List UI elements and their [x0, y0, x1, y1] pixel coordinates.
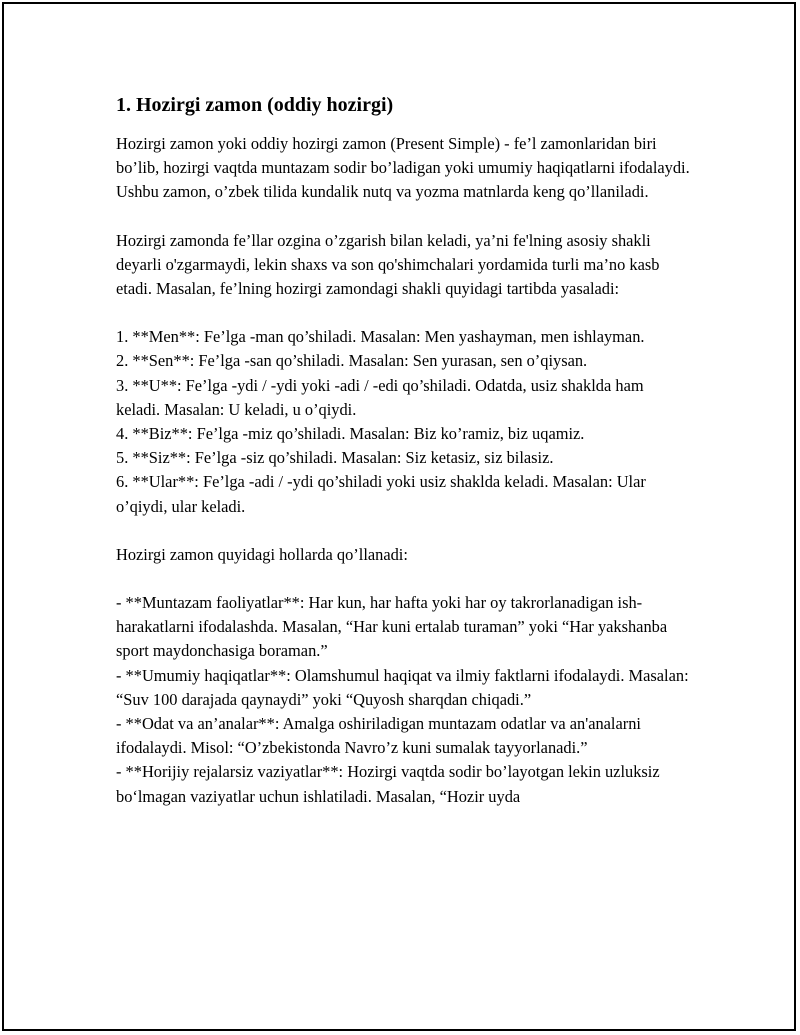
person-rule-siz: 5. **Siz**: Fe’lga -siz qo’shiladi. Masalan: Siz ketasiz, siz bilasiz.	[116, 448, 554, 468]
usage-cases-list	[116, 591, 691, 809]
formation-paragraph: Hozirgi zamonda fe’llar ozgina o’zgarish bilan keladi, ya’ni fe'lning asosiy shakli deyarli o'zgarmaydi, lekin shaxs va son qo'shimchalari yordamida turli ma’no kasb etadi. Masalan, fe’lning hozirgi zamondagi shakli quyidagi tartibda yasaladi:	[116, 230, 660, 299]
intro-paragraph: Hozirgi zamon yoki oddiy hozirgi zamon (Present Simple) - fe’l zamonlaridan biri bo’lib, hozirgi vaqtda muntazam sodir bo’ladigan yoki umumiy haqiqatlarni ifodalaydi. Ushbu zamon, o’zbek tilida kundalik nutq va yozma matnlarda keng qo’llaniladi.	[116, 134, 690, 202]
person-rules-list	[116, 325, 691, 519]
person-rule-u: 3. **U**: Fe’lga -ydi / -ydi yoki -adi / -edi qo’shiladi. Odatda, usiz shaklda ham keladi. Masalan: U keladi, u o’qiydi.	[116, 375, 644, 419]
person-rule-men: 1. **Men**: Fe’lga -man qo’shiladi. Masalan: Men yashayman, men ishlayman.	[116, 327, 645, 347]
person-rule-ular: 6. **Ular**: Fe’lga -adi / -ydi qo’shiladi yoki usiz shaklda keladi. Masalan: Ular o’qiydi, ular keladi.	[116, 472, 646, 516]
usage-intro-paragraph: Hozirgi zamon quyidagi hollarda qo’llanadi:	[116, 544, 408, 564]
section-heading: 1. Hozirgi zamon (oddiy hozirgi)	[116, 94, 394, 116]
usage-case-customs-traditions: - **Odat va an’analar**: Amalga oshiriladigan muntazam odatlar va an'analarni ifodalaydi. Misol: “O’zbekistonda Navro’z kuni sumalak tayyorlanadi.”	[116, 714, 641, 758]
person-rule-biz: 4. **Biz**: Fe’lga -miz qo’shiladi. Masalan: Biz ko’ramiz, biz uqamiz.	[116, 424, 585, 444]
document-body	[116, 92, 691, 833]
usage-case-regular-activities: - **Muntazam faoliyatlar**: Har kun, har hafta yoki har oy takrorlanadigan ish-harakatlarni ifodalashda. Masalan, “Har kuni ertalab turaman” yoki “Har yakshanba sport maydonchasiga boraman.”	[116, 593, 668, 661]
person-rule-sen: 2. **Sen**: Fe’lga -san qo’shiladi. Masalan: Sen yurasan, sen o’qiysan.	[116, 351, 588, 371]
usage-case-unplanned-situations: - **Horijiy rejalarsiz vaziyatlar**: Hozirgi vaqtda sodir bo’layotgan lekin uzluksiz bo‘lmagan vaziyatlar uchun ishlatiladi. Masalan, “Hozir uyda	[116, 762, 660, 806]
usage-case-general-truths: - **Umumiy haqiqatlar**: Olamshumul haqiqat va ilmiy faktlarni ifodalaydi. Masalan: “Suv 100 darajada qaynaydi” yoki “Quyosh sharqdan chiqadi.”	[116, 665, 689, 709]
